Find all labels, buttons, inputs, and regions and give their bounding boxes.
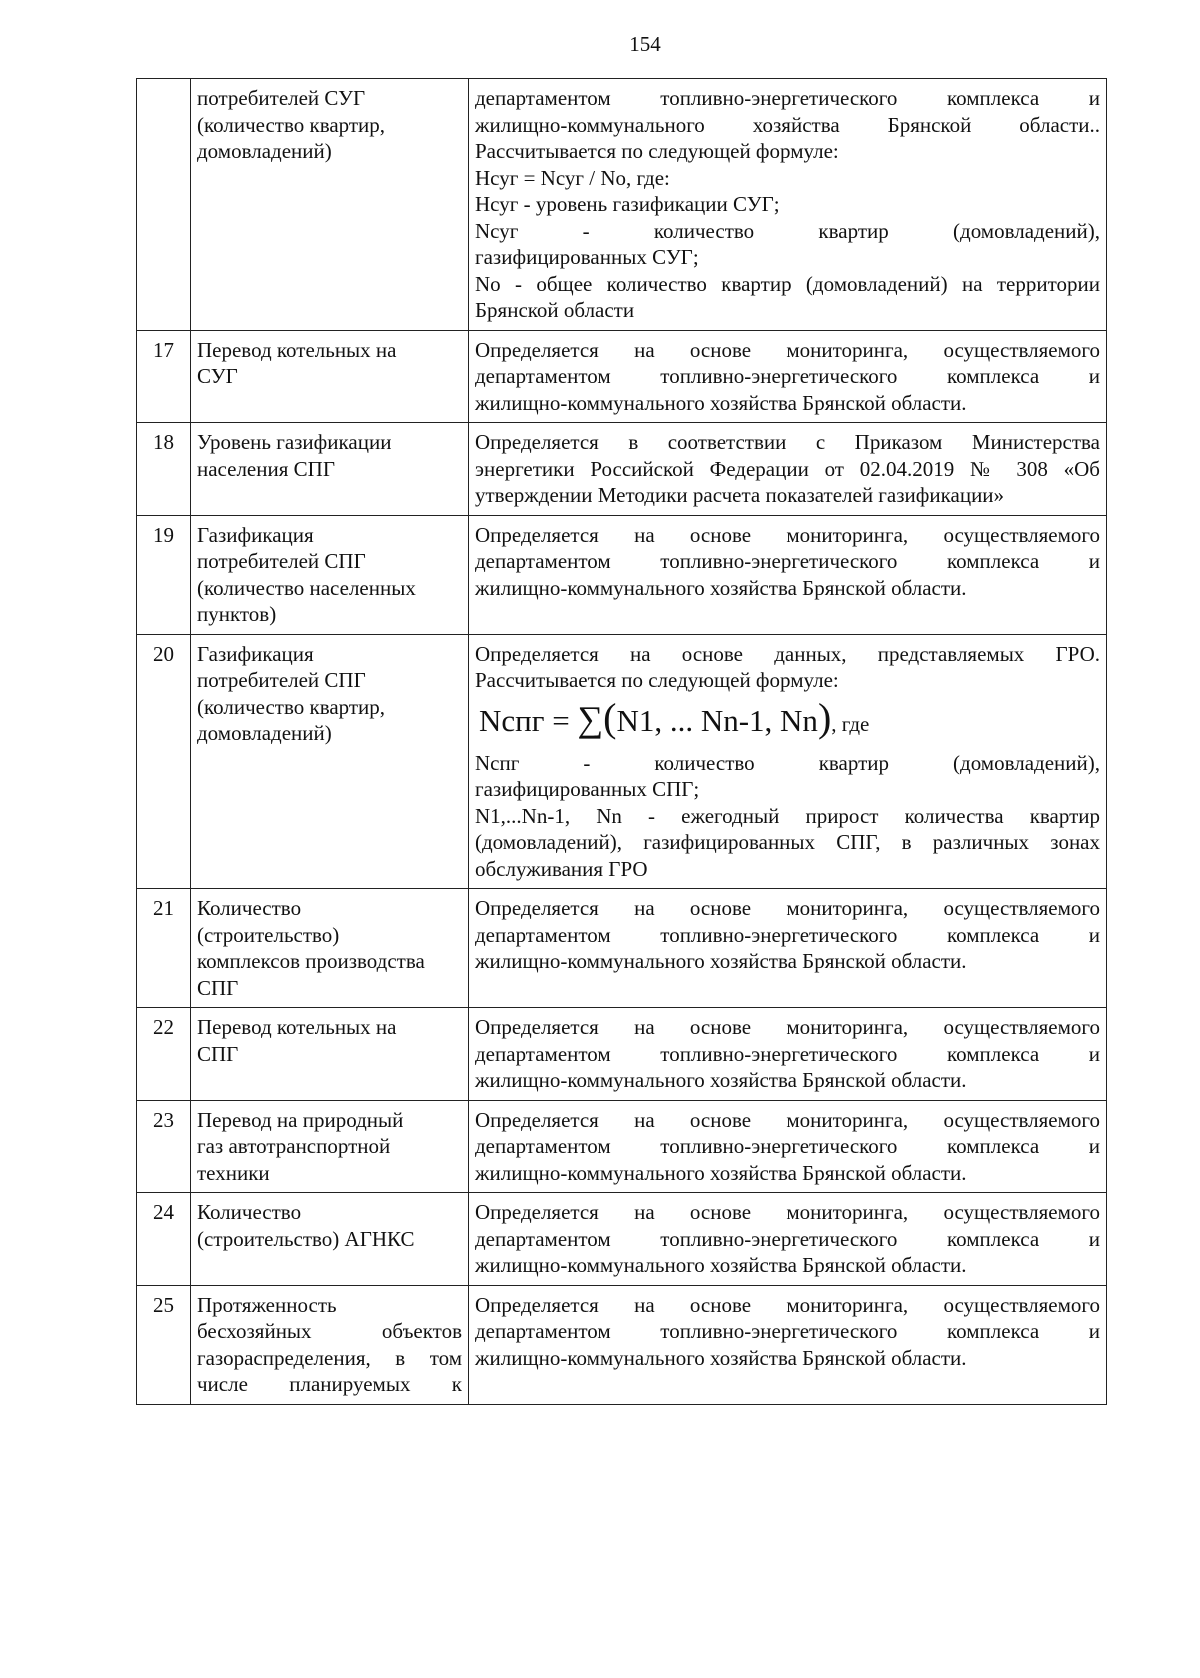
sum-symbol: ∑ — [577, 698, 604, 739]
method-line: департаментом топливно-энергетического комплекса и — [475, 1226, 1100, 1251]
method-line: жилищно-коммунального хозяйства Брянской области. — [475, 1253, 967, 1277]
indicator-name — [191, 1285, 469, 1404]
table-row — [137, 1100, 1107, 1193]
method-line: (домовладений), газифицированных СПГ, в различных зонах — [475, 830, 1100, 854]
indicator-name-line: Газификация — [197, 522, 314, 547]
indicator-name — [191, 423, 469, 516]
method-line: утверждении Методики расчета показателей газификации» — [475, 483, 1005, 507]
formula-paren-open: ( — [603, 694, 617, 740]
method-line: Определяется на основе мониторинга, осуществляемого — [475, 1107, 1100, 1132]
row-number: 20 — [137, 634, 191, 889]
method-line: газифицированных СПГ; — [475, 777, 700, 801]
indicator-name-line: домовладений) — [197, 139, 332, 163]
table-row — [137, 1008, 1107, 1101]
indicator-name-line: (количество квартир, — [197, 112, 386, 137]
indicator-method — [469, 634, 1107, 889]
method-line: Определяется в соответствии с Приказом Министерства — [475, 430, 1100, 454]
indicator-method — [469, 423, 1107, 516]
method-line: Определяется на основе мониторинга, осуществляемого — [475, 337, 1100, 362]
formula — [479, 696, 1100, 746]
indicator-name-line: пунктов) — [197, 602, 277, 626]
table-row — [137, 330, 1107, 423]
row-number: 25 — [137, 1285, 191, 1404]
method-line: жилищно-коммунального хозяйства Брянской области. — [475, 390, 967, 415]
indicator-name-line: Протяженность — [197, 1292, 337, 1317]
method-line: обслуживания ГРО — [475, 856, 648, 881]
row-number: 21 — [137, 889, 191, 1008]
indicator-name-line: Перевод котельных на — [197, 337, 397, 362]
indicator-name-line: Газификация — [197, 641, 314, 666]
row-number: 23 — [137, 1100, 191, 1193]
indicator-name-line: числе планируемых к — [197, 1372, 462, 1396]
indicator-name-line: газ автотранспортной — [197, 1134, 391, 1158]
indicator-name-line: (количество квартир, — [197, 694, 386, 719]
indicator-name — [191, 330, 469, 423]
indicator-name-line: домовладений) — [197, 721, 332, 745]
method-line: жилищно-коммунального хозяйства Брянской области. — [475, 575, 967, 600]
method-line: жилищно-коммунального хозяйства Брянской области. — [475, 949, 967, 973]
method-line: Определяется на основе мониторинга, осуществляемого — [475, 1292, 1100, 1317]
indicator-name-line: СУГ — [197, 364, 238, 388]
indicator-method — [469, 1193, 1107, 1286]
indicator-method — [469, 889, 1107, 1008]
indicator-method — [469, 79, 1107, 331]
method-line: департаментом топливно-энергетического комплекса и — [475, 1041, 1100, 1066]
indicator-name-line: Количество — [197, 1200, 302, 1224]
method-line: департаментом топливно-энергетического комплекса и — [475, 364, 1100, 388]
indicator-method — [469, 1100, 1107, 1193]
row-number: 19 — [137, 515, 191, 634]
table-row — [137, 515, 1107, 634]
formula-args: N1, ... Nn-1, Nn — [616, 702, 818, 738]
indicator-name-line: газораспределения, в том — [197, 1345, 462, 1370]
indicator-name-line: Количество — [197, 896, 302, 920]
method-line: Определяется на основе мониторинга, осуществляемого — [475, 1200, 1100, 1224]
indicators-table — [136, 78, 1107, 1405]
indicator-name-line: (строительство) — [197, 922, 340, 947]
method-line: Nспг - количество квартир (домовладений), — [475, 750, 1100, 775]
indicator-method — [469, 330, 1107, 423]
method-line: газифицированных СУГ; — [475, 245, 699, 269]
method-line: Nсуг - количество квартир (домовладений), — [475, 218, 1100, 243]
indicator-name-line: СПГ — [197, 975, 239, 1000]
row-number: 22 — [137, 1008, 191, 1101]
indicator-name — [191, 1193, 469, 1286]
method-line: No - общее количество квартир (домовладений) на территории — [475, 271, 1100, 296]
method-line: департаментом топливно-энергетического комплекса и — [475, 1319, 1100, 1343]
table-row — [137, 889, 1107, 1008]
indicator-name-line: техники — [197, 1160, 270, 1185]
method-line: департаментом топливно-энергетического комплекса и — [475, 549, 1100, 573]
method-line: Hсуг = Nсуг / No, где: — [475, 165, 670, 190]
table-row — [137, 79, 1107, 331]
indicator-name-line: населения СПГ — [197, 456, 335, 481]
table-row — [137, 423, 1107, 516]
indicator-method — [469, 515, 1107, 634]
table-row — [137, 634, 1107, 889]
indicator-name-line: потребителей СУГ — [197, 86, 366, 110]
row-number: 17 — [137, 330, 191, 423]
table-row — [137, 1285, 1107, 1404]
method-line: Определяется на основе данных, представляемых ГРО. — [475, 641, 1100, 666]
row-number — [137, 79, 191, 331]
page-number: 154 — [629, 32, 661, 56]
method-line: департаментом топливно-энергетического комплекса и — [475, 922, 1100, 947]
indicator-name-line: СПГ — [197, 1041, 239, 1066]
formula-tail: , где — [831, 711, 870, 736]
method-line: жилищно-коммунального хозяйства Брянской области. — [475, 1160, 967, 1185]
method-line: Определяется на основе мониторинга, осуществляемого — [475, 1015, 1100, 1039]
indicator-name — [191, 79, 469, 331]
indicator-name-line: (строительство) АГНКС — [197, 1226, 415, 1251]
formula-paren-close: ) — [817, 694, 832, 740]
formula-lhs: Nспг = — [479, 702, 578, 738]
method-line: Рассчитывается по следующей формуле: — [475, 668, 839, 692]
method-line: энергетики Российской Федерации от 02.04.2019 № 308 «Об — [475, 456, 1100, 481]
method-line: N1,...Nn-1, Nn - ежегодный прирост количества квартир — [475, 803, 1100, 828]
indicators-table-body — [137, 79, 1107, 1405]
row-number: 18 — [137, 423, 191, 516]
method-line: Определяется на основе мониторинга, осуществляемого — [475, 896, 1100, 920]
indicator-name — [191, 1100, 469, 1193]
method-line: жилищно-коммунального хозяйства Брянской области.. — [475, 112, 1100, 137]
indicator-name-line: потребителей СПГ — [197, 549, 366, 573]
indicator-name-line: потребителей СПГ — [197, 668, 366, 692]
indicator-name-line: бесхозяйных объектов — [197, 1319, 462, 1343]
indicator-name — [191, 1008, 469, 1101]
method-line: жилищно-коммунального хозяйства Брянской области. — [475, 1068, 967, 1092]
row-number: 24 — [137, 1193, 191, 1286]
indicator-name-line: комплексов производства — [197, 949, 425, 973]
indicator-name — [191, 515, 469, 634]
method-line: Брянской области — [475, 298, 635, 322]
method-line: Определяется на основе мониторинга, осуществляемого — [475, 522, 1100, 547]
indicator-name-line: Перевод котельных на — [197, 1015, 397, 1039]
method-line: Рассчитывается по следующей формуле: — [475, 139, 839, 163]
table-row — [137, 1193, 1107, 1286]
indicator-name-line: Уровень газификации — [197, 430, 392, 454]
method-line: департаментом топливно-энергетического комплекса и — [475, 1134, 1100, 1158]
indicator-name-line: Перевод на природный — [197, 1107, 404, 1132]
method-line: департаментом топливно-энергетического комплекса и — [475, 86, 1100, 110]
indicator-method — [469, 1008, 1107, 1101]
indicator-name — [191, 634, 469, 889]
indicator-method — [469, 1285, 1107, 1404]
indicator-name — [191, 889, 469, 1008]
indicator-name-line: (количество населенных — [197, 575, 416, 600]
method-line: Hсуг - уровень газификации СУГ; — [475, 192, 780, 216]
method-line: жилищно-коммунального хозяйства Брянской области. — [475, 1345, 967, 1370]
